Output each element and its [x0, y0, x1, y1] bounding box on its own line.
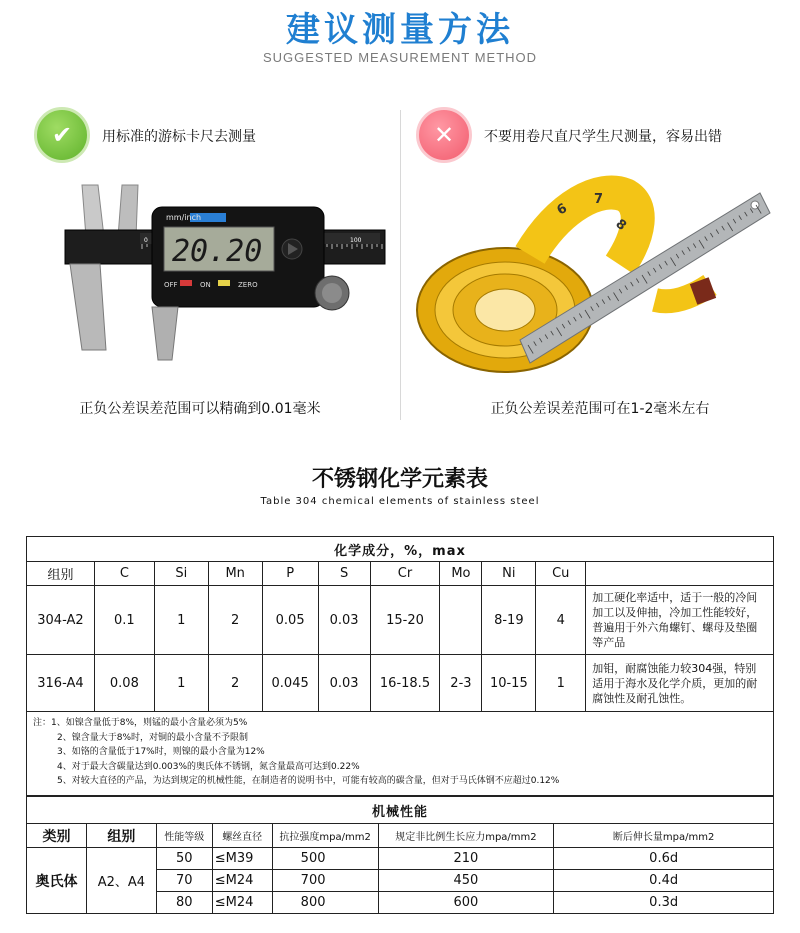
chemical-caption: 化学成分，%，max: [27, 537, 774, 562]
bad-method-text: 不要用卷尺直尺学生尺测量，容易出错: [484, 129, 722, 145]
column-header: 类别: [27, 824, 87, 848]
svg-text:OFF: OFF: [164, 281, 178, 289]
table-cell: 15-20: [370, 586, 440, 655]
column-header: 规定非比例生长应力mpa/mm2: [378, 824, 554, 848]
table-cell: 0.03: [318, 655, 370, 712]
column-header: Si: [154, 562, 208, 586]
svg-text:ZERO: ZERO: [238, 281, 258, 289]
group-cell: A2、A4: [86, 848, 156, 914]
svg-text:8: 8: [612, 216, 630, 234]
table-cell: 8-19: [482, 586, 536, 655]
svg-text:6: 6: [554, 200, 570, 219]
category-cell: 奥氏体: [27, 848, 87, 914]
column-header: Cu: [536, 562, 586, 586]
table-cell: [440, 586, 482, 655]
footnote: 3、如铬的含量低于17%时，则镍的最小含量为12%: [57, 747, 265, 758]
table-cell: 80: [156, 892, 212, 914]
table-cell: ≤M24: [212, 870, 272, 892]
good-method-caption: 正负公差误差范围可以精确到0.01毫米: [79, 401, 321, 417]
row-note: 加工硬化率适中，适于一般的冷间加工以及伸抽，冷加工性能较好，普遍用于外六角螺钉、螺母及垫圈等产品: [586, 586, 774, 655]
column-header-note: [586, 562, 774, 586]
table-cell: 1: [154, 655, 208, 712]
table-cell: 800: [272, 892, 378, 914]
table-cell: ≤M39: [212, 848, 272, 870]
table-cell: 600: [378, 892, 554, 914]
page-title: 建议测量方法: [286, 10, 514, 50]
table-cell: 500: [272, 848, 378, 870]
table-cell: 0.08: [94, 655, 154, 712]
table-row: [27, 655, 774, 712]
table-header-row: [27, 562, 774, 586]
table-cell: 1: [536, 655, 586, 712]
svg-text:ON: ON: [200, 281, 211, 289]
table-cell: 1: [154, 586, 208, 655]
column-header: 组别: [86, 824, 156, 848]
table-cell: 2: [208, 655, 262, 712]
table-cell: 0.045: [262, 655, 318, 712]
table-row: [27, 586, 774, 655]
chemical-table: [26, 536, 774, 796]
chemical-table-title: 不锈钢化学元素表: [311, 467, 488, 492]
page-subtitle: SUGGESTED MEASUREMENT METHOD: [262, 50, 538, 65]
column-header: C: [94, 562, 154, 586]
column-header: Ni: [482, 562, 536, 586]
table-cell: 2-3: [440, 655, 482, 712]
footnote: 注：1、如镍含量低于8%，则锰的最小含量必须为5%: [33, 718, 248, 728]
table-cell: 4: [536, 586, 586, 655]
bad-method-caption: 正负公差误差范围可在1-2毫米左右: [490, 401, 710, 417]
column-header: S: [318, 562, 370, 586]
footnotes: [27, 712, 774, 796]
section-divider: [400, 110, 401, 420]
table-cell: 0.4d: [554, 870, 774, 892]
svg-text:mm/inch: mm/inch: [166, 213, 202, 222]
column-header: 性能等级: [156, 824, 212, 848]
svg-text:100: 100: [350, 237, 362, 244]
svg-text:0: 0: [144, 237, 148, 244]
table-cell: 0.3d: [554, 892, 774, 914]
mechanical-table: [26, 796, 774, 914]
table-row: [27, 848, 774, 870]
column-header: P: [262, 562, 318, 586]
table-cell: 0.03: [318, 586, 370, 655]
table-cell: 316-A4: [27, 655, 95, 712]
footnote: 2、镍含量大于8%时，对铜的最小含量不予限制: [57, 732, 249, 743]
column-header: 断后伸长量mpa/mm2: [554, 824, 774, 848]
table-header-row: [27, 824, 774, 848]
column-header: 螺丝直径: [212, 824, 272, 848]
svg-text:7: 7: [594, 192, 604, 207]
cross-icon: ✕: [416, 107, 472, 163]
caliper-display: 20.20: [172, 234, 263, 269]
footnote: 4、对于最大含碳量达到0.003%的奥氏体不锈钢，氮含量最高可达到0.22%: [57, 761, 360, 772]
table-cell: 10-15: [482, 655, 536, 712]
table-cell: 0.1: [94, 586, 154, 655]
table-cell: 450: [378, 870, 554, 892]
column-header: Mn: [208, 562, 262, 586]
mechanical-caption: 机械性能: [27, 797, 774, 824]
row-note: 加钼，耐腐蚀能力较304强，特别适用于海水及化学介质，更加的耐腐蚀性及耐孔蚀性。: [586, 655, 774, 712]
table-cell: 0.05: [262, 586, 318, 655]
column-header: Cr: [370, 562, 440, 586]
good-method-text: 用标准的游标卡尺去测量: [102, 129, 256, 145]
table-cell: 50: [156, 848, 212, 870]
table-cell: 0.6d: [554, 848, 774, 870]
table-cell: 210: [378, 848, 554, 870]
table-cell: 70: [156, 870, 212, 892]
caliper-illustration: [60, 175, 390, 375]
table-cell: ≤M24: [212, 892, 272, 914]
check-icon: ✔: [34, 107, 90, 163]
footnote: 5、对较大直径的产品，为达到规定的机械性能，在制造者的说明书中，可能有较高的碳含量，但对于马氏体钢不应超过0.12%: [57, 776, 560, 787]
table-cell: 304-A2: [27, 586, 95, 655]
column-header: Mo: [440, 562, 482, 586]
column-header: 组别: [27, 562, 95, 586]
tape-and-ruler-illustration: [410, 175, 790, 375]
table-cell: 16-18.5: [370, 655, 440, 712]
chemical-table-subtitle: Table 304 chemical elements of stainless steel: [260, 496, 540, 507]
table-cell: 2: [208, 586, 262, 655]
column-header: 抗拉强度mpa/mm2: [272, 824, 378, 848]
table-cell: 700: [272, 870, 378, 892]
